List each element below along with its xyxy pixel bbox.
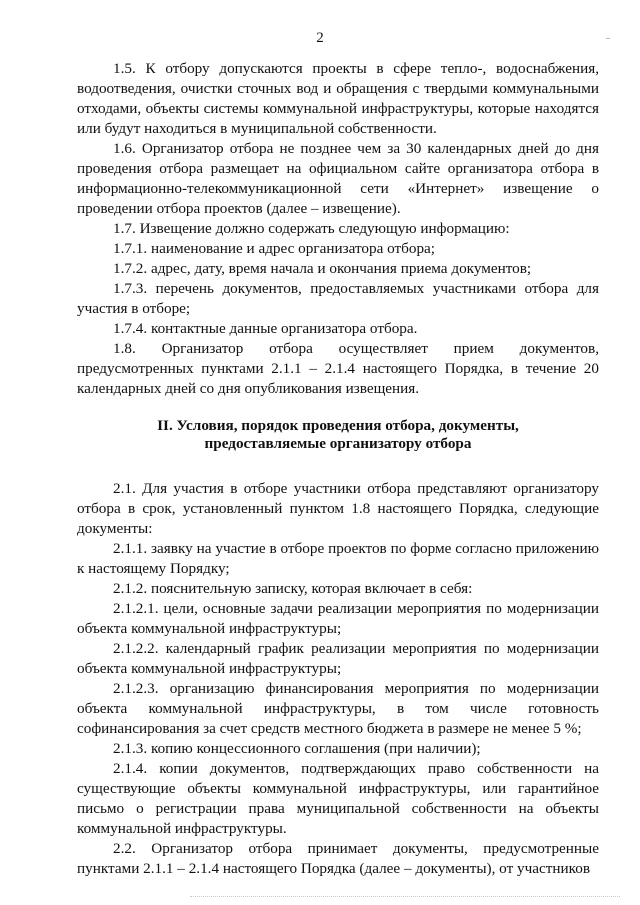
paragraph-2-1: 2.1. Для участия в отборе участники отбора представляют организатору отбора в срок, установленный пунктом 1.8 настоящего Порядка, следующие документы:: [77, 480, 599, 537]
paragraph-2-1-2-3: 2.1.2.3. организацию финансирования мероприятия по модернизации объекта коммунальной инфраструктуры, в том числе готовность софинансирования за счет средств местного бюджета в размере не менее 5 %;: [77, 680, 599, 737]
paragraph-1-7-1: 1.7.1. наименование и адрес организатора отбора;: [113, 240, 436, 257]
section-2-heading-line-1: II. Условия, порядок проведения отбора, документы,: [157, 417, 519, 434]
section-2-heading-line-2: предоставляемые организатору отбора: [204, 435, 472, 452]
page-number: 2: [316, 30, 324, 46]
paragraph-1-6: 1.6. Организатор отбора не позднее чем за 30 календарных дней до дня проведения отбора размещает на официальном сайте организатора отбора в информационно-телекоммуникационной сети «Интернет» извещение о проведении отбора проектов (далее – извещение).: [77, 140, 599, 217]
scan-footer-artifact: [190, 896, 620, 898]
paragraph-1-7-4: 1.7.4. контактные данные организатора отбора.: [113, 320, 418, 337]
paragraph-1-8: 1.8. Организатор отбора осуществляет прием документов, предусмотренных пунктами 2.1.1 – 2.1.4 настоящего Порядка, в течение 20 календарных дней со дня опубликования извещения.: [77, 340, 599, 397]
paragraph-1-7-3: 1.7.3. перечень документов, предоставляемых участниками отбора для участия в отборе;: [77, 280, 599, 317]
paragraph-1-5: 1.5. К отбору допускаются проекты в сфере тепло-, водоснабжения, водоотведения, очистки сточных вод и обращения с твердыми коммунальными отходами, объекты системы коммунальной инфраструктуры, которые находятся или будут находиться в муниципальной собственности.: [77, 60, 599, 137]
paragraph-2-1-1: 2.1.1. заявку на участие в отборе проектов по форме согласно приложению к настоящему Порядку;: [77, 540, 599, 577]
section-2-heading: [117, 417, 559, 453]
paragraph-2-1-3: 2.1.3. копию концессионного соглашения (при наличии);: [113, 740, 481, 757]
paragraph-2-2: 2.2. Организатор отбора принимает документы, предусмотренные пунктами 2.1.1 – 2.1.4 настоящего Порядка (далее – документы), от участников: [77, 840, 599, 877]
paragraph-2-1-4: 2.1.4. копии документов, подтверждающих право собственности на существующие объекты коммунальной инфраструктуры, или гарантийное письмо о регистрации права муниципальной собственности на объекты коммунальной инфраструктуры.: [77, 760, 599, 837]
paragraph-2-1-2-2: 2.1.2.2. календарный график реализации мероприятия по модернизации объекта коммунальной инфраструктуры;: [77, 640, 599, 677]
paragraph-1-7-2: 1.7.2. адрес, дату, время начала и окончания приема документов;: [113, 260, 532, 277]
paragraph-2-1-2: 2.1.2. пояснительную записку, которая включает в себя:: [113, 580, 473, 597]
paragraph-1-7: 1.7. Извещение должно содержать следующую информацию:: [113, 220, 510, 237]
scan-mark: [606, 38, 610, 39]
document-body: [77, 59, 599, 879]
paragraph-2-1-2-1: 2.1.2.1. цели, основные задачи реализации мероприятия по модернизации объекта коммунальной инфраструктуры;: [77, 600, 599, 637]
